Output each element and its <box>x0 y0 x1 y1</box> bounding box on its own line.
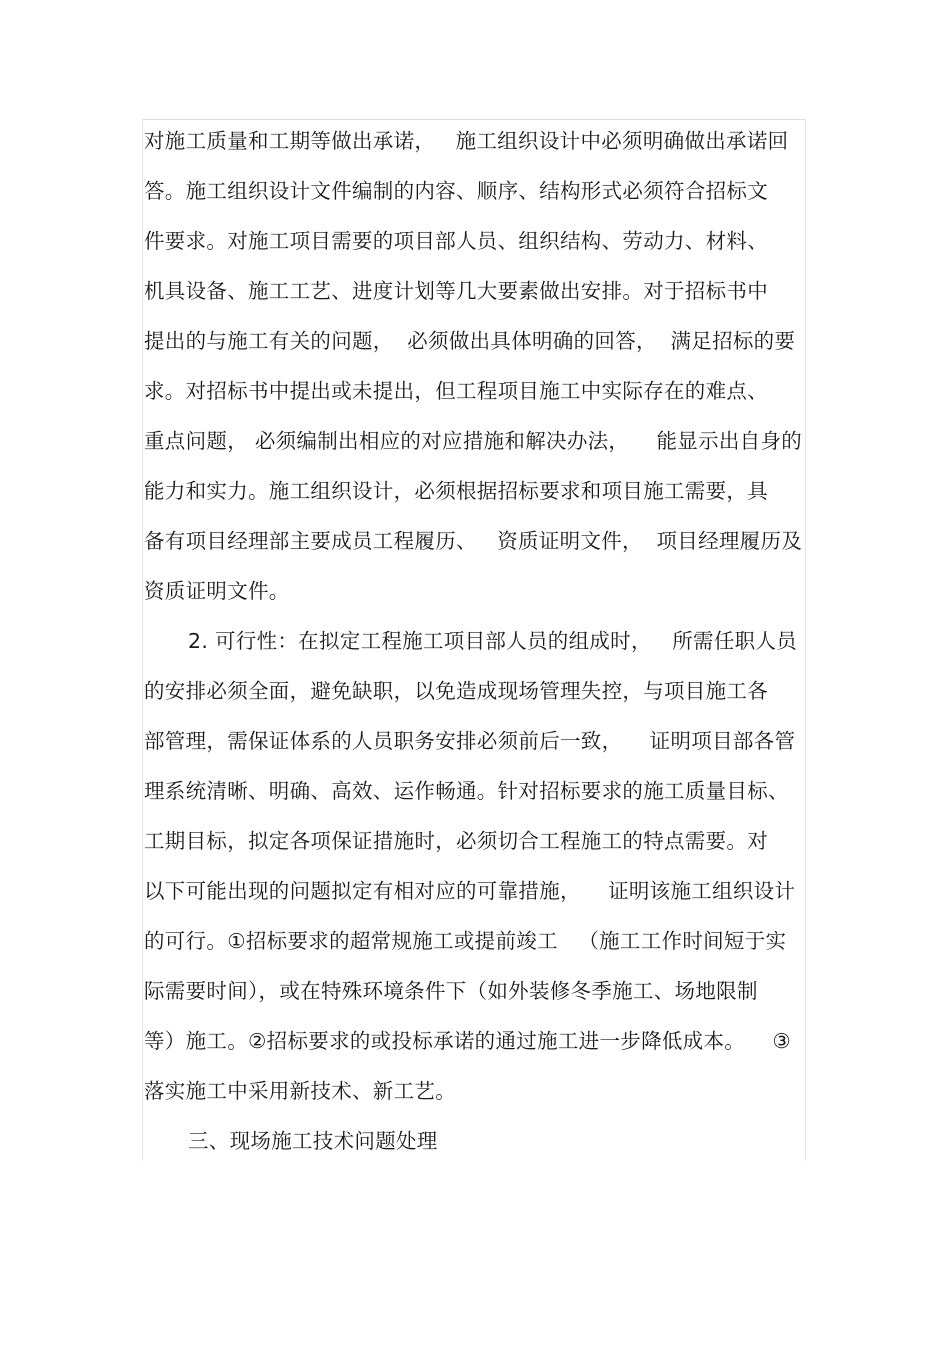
text-line: 提出的与施工有关的问题， 必须做出具体明确的回答， 满足招标的要 <box>144 329 796 353</box>
text-line: 的安排必须全面，避免缺职，以免造成现场管理失控，与项目施工各 <box>144 679 768 703</box>
text-line: 机具设备、施工工艺、进度计划等几大要素做出安排。对于招标书中 <box>144 279 768 303</box>
section-heading: 三、现场施工技术问题处理 <box>188 1129 438 1153</box>
paragraph-heading-feasibility: 2. 可行性：在拟定工程施工项目部人员的组成时， 所需任职人员 <box>188 629 798 653</box>
text-line: 重点问题， 必须编制出相应的对应措施和解决办法， 能显示出自身的 <box>144 429 803 453</box>
text-line: 备有项目经理部主要成员工程履历、 资质证明文件， 项目经理履历及 <box>144 529 803 553</box>
text-line: 求。对招标书中提出或未提出，但工程项目施工中实际存在的难点、 <box>144 379 768 403</box>
text-line: 以下可能出现的问题拟定有相对应的可靠措施， 证明该施工组织设计 <box>144 879 796 903</box>
text-line: 能力和实力。施工组织设计，必须根据招标要求和项目施工需要，具 <box>144 479 768 503</box>
text-line: 理系统清晰、明确、高效、运作畅通。针对招标要求的施工质量目标、 <box>144 779 789 803</box>
text-line: 资质证明文件。 <box>144 579 290 603</box>
text-line: 际需要时间），或在特殊环境条件下（如外装修冬季施工、场地限制 <box>144 979 758 1003</box>
text-line: 落实施工中采用新技术、新工艺。 <box>144 1079 456 1103</box>
text-line: 的可行。①招标要求的超常规施工或提前竣工 （施工工作时间短于实 <box>144 929 787 953</box>
text-line: 部管理，需保证体系的人员职务安排必须前后一致， 证明项目部各管 <box>144 729 796 753</box>
document-body <box>144 121 804 1171</box>
text-line: 等）施工。②招标要求的或投标承诺的通过施工进一步降低成本。 ③ <box>144 1029 792 1053</box>
text-line: 工期目标，拟定各项保证措施时，必须切合工程施工的特点需要。对 <box>144 829 768 853</box>
text-line: 件要求。对施工项目需要的项目部人员、组织结构、劳动力、材料、 <box>144 229 768 253</box>
text-line: 对施工质量和工期等做出承诺， 施工组织设计中必须明确做出承诺回 <box>144 129 789 153</box>
text-line: 答。施工组织设计文件编制的内容、顺序、结构形式必须符合招标文 <box>144 179 768 203</box>
